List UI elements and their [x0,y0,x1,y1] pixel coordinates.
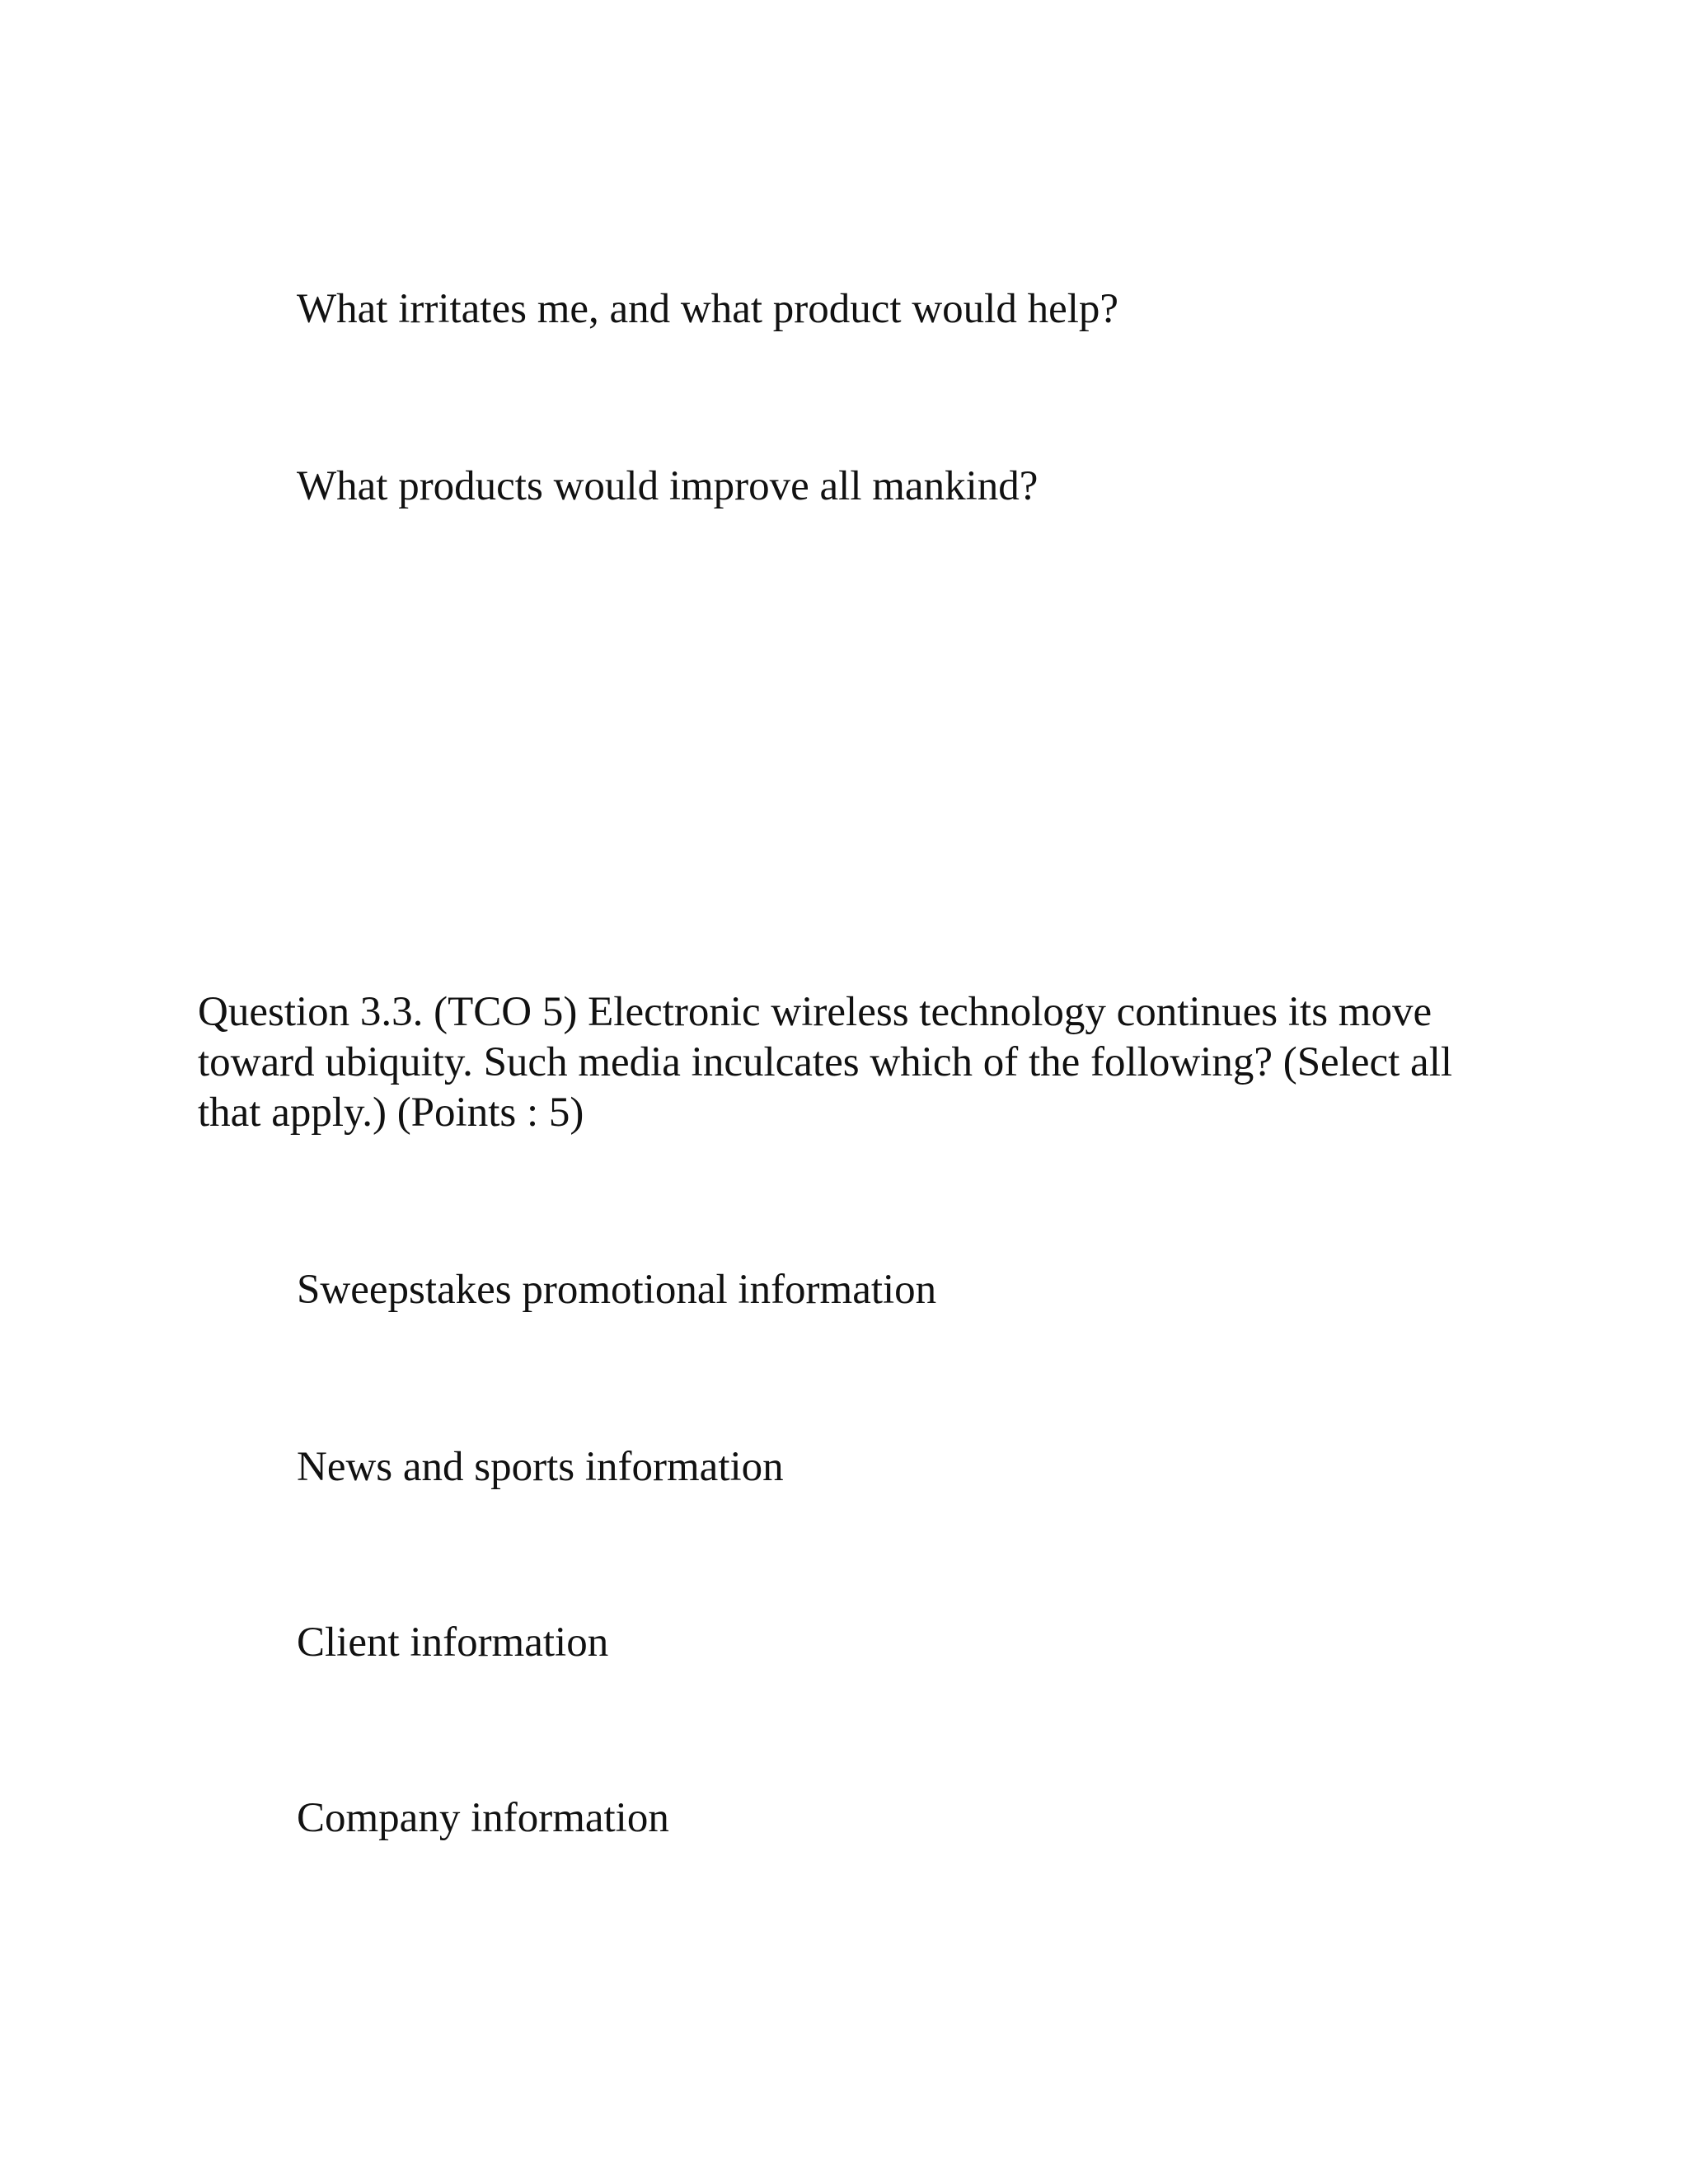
answer-option-company: Company information [297,1795,669,1841]
answer-option-news-sports: News and sports information [297,1444,784,1490]
answer-option-previous-1: What irritates me, and what product would help? [297,286,1119,332]
answer-option-previous-2: What products would improve all mankind? [297,463,1039,509]
answer-option-sweepstakes: Sweepstakes promotional information [297,1267,937,1313]
question-text: Question 3.3. (TCO 5) Electronic wireless technology continues its move toward ubiquity. Such media inculcates which of the following? (Select all that apply.) (Points : 5) [198,989,1453,1136]
answer-option-client: Client information [297,1619,609,1666]
